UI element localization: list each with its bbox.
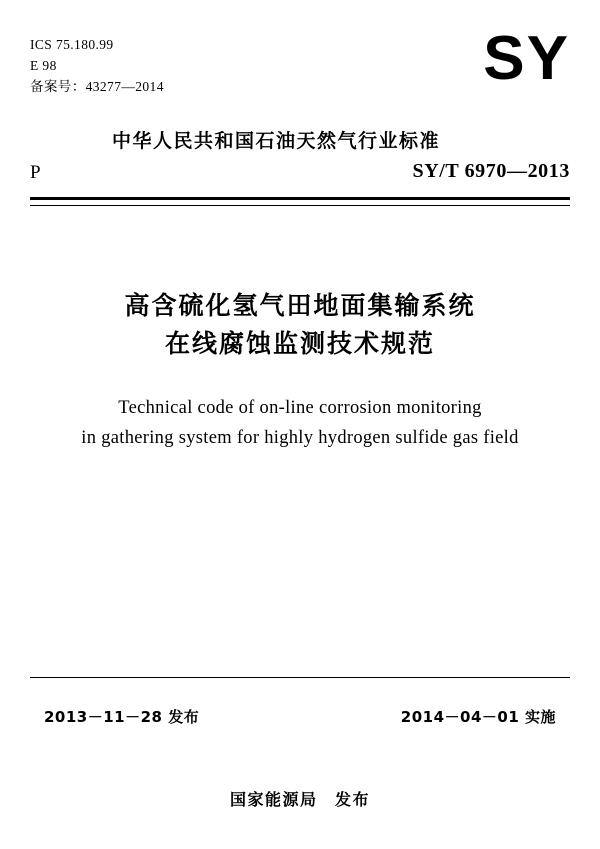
title-english-line2: in gathering system for highly hydrogen sulfide gas field <box>81 428 519 448</box>
standard-number: SY/T 6970—2013 <box>412 160 570 182</box>
issue-date: 2013－11－28 发布 <box>44 708 200 726</box>
divider-footer <box>30 677 570 678</box>
sy-logo: SY <box>483 24 570 93</box>
divider-thin <box>30 205 570 206</box>
title-chinese-line2: 在线腐蚀监测技术规范 <box>164 329 435 358</box>
classification-mark: P <box>30 162 41 183</box>
effective-date: 2014－04－01 实施 <box>400 708 556 726</box>
ics-info-block <box>30 34 164 97</box>
issuing-authority: 国家能源局 发布 <box>229 790 370 809</box>
category-code: E 98 <box>30 58 57 73</box>
cover-header <box>30 24 570 183</box>
title-block <box>40 287 560 453</box>
title-chinese-line1: 高含硫化氢气田地面集输系统 <box>124 291 476 320</box>
divider-thick <box>30 197 570 200</box>
title-english-line1: Technical code of on-line corrosion monitoring <box>118 398 482 418</box>
dates-row <box>44 706 556 727</box>
record-number: 备案号：43277—2014 <box>30 79 164 94</box>
national-standard-title: 中华人民共和国石油天然气行业标准 <box>112 130 441 152</box>
ics-code: ICS 75.180.99 <box>30 37 114 52</box>
